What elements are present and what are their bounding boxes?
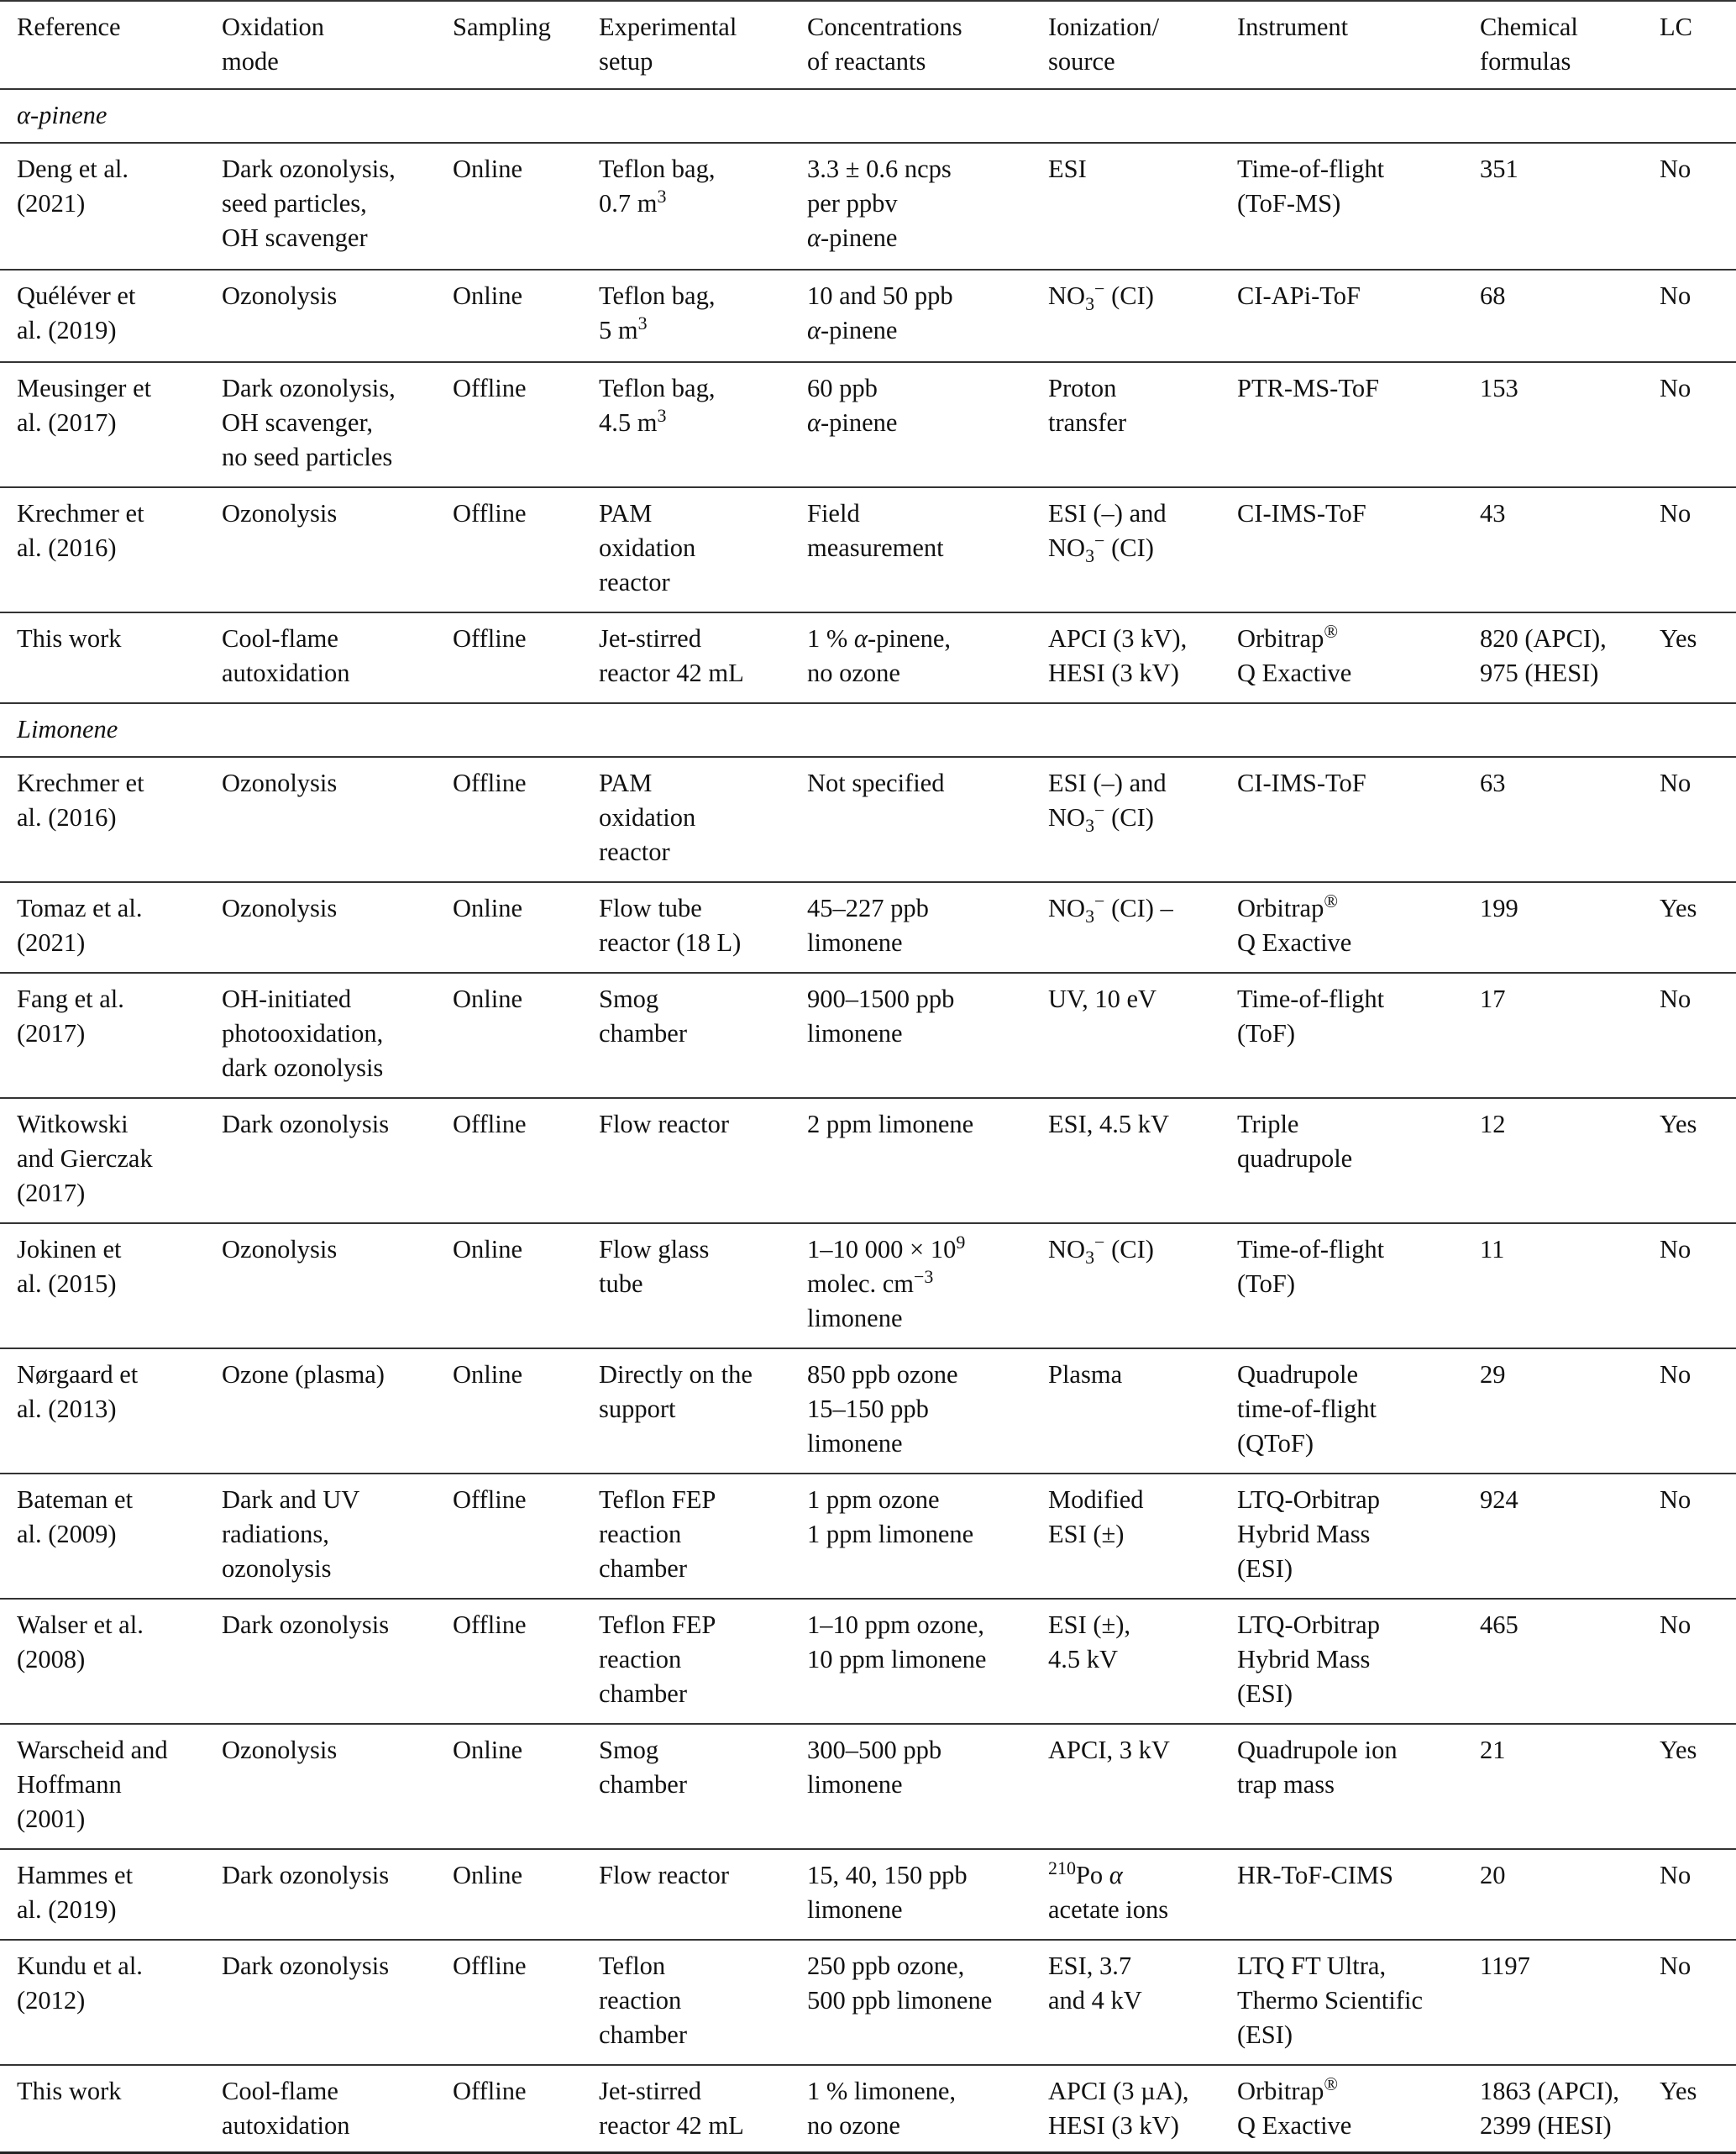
cell-concentrations: 300–500 ppb limonene — [807, 1736, 942, 1799]
cell-concentrations: Field measurement — [807, 499, 944, 562]
cell-ionization: $NO_3^-$ (CI) — [1048, 1231, 1154, 1269]
cell-reference: Bateman et al. (2009) — [17, 1485, 134, 1548]
cell-lc: No — [1660, 1861, 1691, 1889]
table-row — [0, 1098, 1736, 1223]
cell-concentrations: 2 ppm limonene — [807, 1110, 974, 1138]
header-experimental-setup: Experimental setup — [599, 13, 737, 76]
cell-concentrations: 1 % limonene, no ozone — [807, 2077, 957, 2140]
cell-lc: Yes — [1660, 624, 1697, 653]
cell-sampling: Offline — [453, 374, 527, 402]
cell-chemical-formulas: 12 — [1480, 1110, 1506, 1138]
cell-chemical-formulas: 43 — [1480, 499, 1506, 528]
section-row — [0, 703, 1736, 757]
cell-sampling: Online — [453, 281, 523, 310]
cell-concentrations: 45–227 ppb limonene — [807, 894, 929, 957]
table-row — [0, 487, 1736, 612]
header-chemical-formulas: Chemical formulas — [1480, 13, 1578, 76]
header-ionization: Ionization/ source — [1048, 13, 1160, 76]
cell-experimental-setup: Flow reactor — [599, 1861, 729, 1889]
cell-concentrations: 1 ppm ozone 1 ppm limonene — [807, 1485, 974, 1548]
cell-ionization: ESI (–) and $NO_3^-$ (CI) — [1048, 769, 1167, 837]
cell-concentrations: 3.3 ± 0.6 ncps per ppbv α-pinene — [807, 155, 952, 252]
cell-chemical-formulas: 153 — [1480, 374, 1518, 402]
cell-instrument: LTQ FT Ultra, Thermo Scientific (ESI) — [1237, 1952, 1424, 2049]
cell-reference: Deng et al. (2021) — [17, 155, 128, 218]
cell-concentrations: 10 and 50 ppb α-pinene — [807, 281, 953, 344]
cell-sampling: Online — [453, 1736, 523, 1764]
cell-sampling: Offline — [453, 769, 527, 797]
cell-experimental-setup: Smog chamber — [599, 985, 687, 1048]
table-row — [0, 1599, 1736, 1724]
cell-experimental-setup: Jet-stirred reactor 42 mL — [599, 2077, 744, 2140]
table-row — [0, 882, 1736, 973]
cell-sampling: Online — [453, 155, 523, 183]
cell-ionization: $NO_3^-$ (CI) — [1048, 277, 1154, 315]
cell-sampling: Offline — [453, 1610, 527, 1639]
cell-reference: This work — [17, 2077, 122, 2105]
table-row — [0, 1474, 1736, 1599]
table-row — [0, 757, 1736, 882]
cell-ionization: $NO_3^-$ (CI) – — [1048, 890, 1173, 927]
cell-chemical-formulas: 20 — [1480, 1861, 1506, 1889]
cell-chemical-formulas: 351 — [1480, 155, 1518, 183]
table-row — [0, 143, 1736, 270]
table-row — [0, 1724, 1736, 1849]
cell-concentrations: 1–10 ppm ozone, 10 ppm limonene — [807, 1610, 987, 1673]
cell-chemical-formulas: 68 — [1480, 281, 1506, 310]
cell-oxidation-mode: Cool-flame autoxidation — [222, 624, 350, 687]
cell-reference: Witkowski and Gierczak (2017) — [17, 1110, 153, 1207]
cell-lc: No — [1660, 985, 1691, 1013]
cell-oxidation-mode: Cool-flame autoxidation — [222, 2077, 350, 2140]
cell-reference: Jokinen et al. (2015) — [17, 1235, 122, 1298]
cell-ionization: UV, 10 eV — [1048, 985, 1157, 1013]
cell-concentrations: 15, 40, 150 ppb limonene — [807, 1861, 968, 1924]
section-title: α-pinene — [17, 101, 108, 129]
cell-ionization: Modified ESI (±) — [1048, 1485, 1144, 1548]
header-sampling: Sampling — [453, 13, 551, 41]
cell-experimental-setup: Teflon FEP reaction chamber — [599, 1485, 716, 1583]
cell-sampling: Online — [453, 1235, 523, 1264]
cell-lc: No — [1660, 1610, 1691, 1639]
cell-chemical-formulas: 199 — [1480, 894, 1518, 922]
cell-reference: Walser et al. (2008) — [17, 1610, 144, 1673]
cell-lc: No — [1660, 499, 1691, 528]
cell-concentrations: 850 ppb ozone 15–150 ppb limonene — [807, 1360, 958, 1458]
cell-oxidation-mode: Ozonolysis — [222, 769, 338, 797]
cell-chemical-formulas: 29 — [1480, 1360, 1506, 1389]
cell-instrument: HR-ToF-CIMS — [1237, 1861, 1393, 1889]
cell-experimental-setup: Teflon bag, 4.5 $m^3$ — [599, 374, 716, 437]
cell-oxidation-mode: Dark ozonolysis — [222, 1110, 390, 1138]
cell-instrument: CI-IMS-ToF — [1237, 769, 1366, 797]
cell-oxidation-mode: Dark and UV radiations, ozonolysis — [222, 1485, 360, 1583]
cell-lc: No — [1660, 769, 1691, 797]
cell-instrument: Orbitrap® Q Exactive — [1237, 620, 1352, 687]
cell-oxidation-mode: OH-initiated photooxidation, dark ozonolysis — [222, 985, 384, 1082]
cell-chemical-formulas: 1863 (APCI), 2399 (HESI) — [1480, 2077, 1620, 2140]
cell-chemical-formulas: 924 — [1480, 1485, 1518, 1514]
cell-ionization: ESI, 3.7 and 4 kV — [1048, 1952, 1142, 2015]
cell-lc: No — [1660, 1235, 1691, 1264]
cell-lc: Yes — [1660, 1110, 1697, 1138]
cell-instrument: Orbitrap® Q Exactive — [1237, 2073, 1352, 2140]
cell-instrument: Quadrupole time-of-flight (QToF) — [1237, 1360, 1377, 1458]
header-concentrations: Concentrations of reactants — [807, 13, 962, 76]
cell-sampling: Offline — [453, 1110, 527, 1138]
cell-oxidation-mode: Ozonolysis — [222, 894, 338, 922]
table-row — [0, 2065, 1736, 2153]
table-row — [0, 1849, 1736, 1940]
cell-sampling: Online — [453, 1861, 523, 1889]
cell-instrument: LTQ-Orbitrap Hybrid Mass (ESI) — [1237, 1610, 1380, 1708]
cell-chemical-formulas: 820 (APCI), 975 (HESI) — [1480, 624, 1607, 687]
cell-concentrations: 250 ppb ozone, 500 ppb limonene — [807, 1952, 993, 2015]
cell-oxidation-mode: Dark ozonolysis, OH scavenger, no seed particles — [222, 374, 396, 471]
cell-oxidation-mode: Ozonolysis — [222, 1736, 338, 1764]
cell-lc: No — [1660, 374, 1691, 402]
cell-experimental-setup: Teflon bag, 5 $m^3$ — [599, 281, 716, 344]
cell-oxidation-mode: Dark ozonolysis — [222, 1952, 390, 1980]
table-row — [0, 1348, 1736, 1474]
cell-lc: No — [1660, 1485, 1691, 1514]
cell-concentrations: 60 ppb α-pinene — [807, 374, 898, 437]
cell-chemical-formulas: 11 — [1480, 1235, 1505, 1264]
cell-oxidation-mode: Ozonolysis — [222, 499, 338, 528]
cell-sampling: Online — [453, 894, 523, 922]
cell-sampling: Online — [453, 985, 523, 1013]
cell-experimental-setup: Directly on the support — [599, 1360, 753, 1423]
cell-ionization: APCI (3 µA), HESI (3 kV) — [1048, 2077, 1189, 2140]
cell-experimental-setup: Teflon bag, 0.7 $m^3$ — [599, 155, 716, 218]
cell-sampling: Offline — [453, 499, 527, 528]
cell-instrument: LTQ-Orbitrap Hybrid Mass (ESI) — [1237, 1485, 1380, 1583]
cell-sampling: Offline — [453, 1485, 527, 1514]
cell-oxidation-mode: Dark ozonolysis, seed particles, OH scavenger — [222, 155, 396, 252]
cell-oxidation-mode: Dark ozonolysis — [222, 1610, 390, 1639]
cell-reference: This work — [17, 624, 122, 653]
cell-instrument: Quadrupole ion trap mass — [1237, 1736, 1398, 1799]
cell-experimental-setup: Flow reactor — [599, 1110, 729, 1138]
cell-reference: Warscheid and Hoffmann (2001) — [17, 1736, 168, 1833]
cell-ionization: APCI, 3 kV — [1048, 1736, 1170, 1764]
section-title: Limonene — [17, 715, 118, 743]
cell-ionization: ESI (–) and $NO_3^-$ (CI) — [1048, 499, 1167, 567]
table-row — [0, 270, 1736, 362]
table-row — [0, 1940, 1736, 2065]
header-reference: Reference — [17, 13, 121, 41]
cell-ionization: $^{210}$Po α acetate ions — [1048, 1857, 1169, 1924]
cell-reference: Fang et al. (2017) — [17, 985, 124, 1048]
cell-sampling: Offline — [453, 1952, 527, 1980]
cell-oxidation-mode: Ozonolysis — [222, 281, 338, 310]
cell-instrument: Time-of-flight (ToF) — [1237, 1235, 1385, 1298]
cell-instrument: CI-IMS-ToF — [1237, 499, 1366, 528]
cell-reference: Krechmer et al. (2016) — [17, 769, 144, 832]
cell-sampling: Online — [453, 1360, 523, 1389]
cell-experimental-setup: Flow glass tube — [599, 1235, 710, 1298]
cell-concentrations: 900–1500 ppb limonene — [807, 985, 955, 1048]
cell-lc: No — [1660, 1952, 1691, 1980]
cell-ionization: ESI, 4.5 kV — [1048, 1110, 1170, 1138]
cell-instrument: PTR-MS-ToF — [1237, 374, 1380, 402]
table-row — [0, 612, 1736, 703]
cell-reference: Tomaz et al. (2021) — [17, 894, 143, 957]
cell-experimental-setup: PAM oxidation reactor — [599, 769, 696, 866]
cell-oxidation-mode: Dark ozonolysis — [222, 1861, 390, 1889]
header-lc: LC — [1660, 13, 1692, 41]
cell-reference: Quéléver et al. (2019) — [17, 281, 136, 344]
cell-instrument: Time-of-flight (ToF) — [1237, 985, 1385, 1048]
cell-lc: Yes — [1660, 1736, 1697, 1764]
cell-concentrations: 1–10 $000 \times 10^9$ molec. $cm^{-3}$ limonene — [807, 1231, 966, 1332]
cell-chemical-formulas: 63 — [1480, 769, 1506, 797]
cell-experimental-setup: Flow tube reactor (18 L) — [599, 894, 742, 957]
cell-concentrations: 1 % α-pinene, no ozone — [807, 624, 952, 687]
cell-reference: Meusinger et al. (2017) — [17, 374, 152, 437]
cell-lc: No — [1660, 281, 1691, 310]
section-row — [0, 89, 1736, 143]
cell-lc: No — [1660, 155, 1691, 183]
cell-instrument: Triple quadrupole — [1237, 1110, 1353, 1173]
cell-experimental-setup: Smog chamber — [599, 1736, 687, 1799]
header-row — [0, 1, 1736, 89]
table-row — [0, 1223, 1736, 1348]
cell-experimental-setup: PAM oxidation reactor — [599, 499, 696, 596]
header-oxidation-mode: Oxidation mode — [222, 13, 324, 76]
cell-reference: Nørgaard et al. (2013) — [17, 1360, 139, 1423]
table-row — [0, 362, 1736, 487]
cell-ionization: ESI — [1048, 155, 1087, 183]
header-instrument: Instrument — [1237, 13, 1349, 41]
cell-lc: Yes — [1660, 894, 1697, 922]
cell-lc: No — [1660, 1360, 1691, 1389]
cell-chemical-formulas: 21 — [1480, 1736, 1506, 1764]
cell-experimental-setup: Teflon reaction chamber — [599, 1952, 687, 2049]
cell-chemical-formulas: 1197 — [1480, 1952, 1530, 1980]
cell-ionization: Plasma — [1048, 1360, 1123, 1389]
cell-sampling: Offline — [453, 624, 527, 653]
cell-reference: Kundu et al. (2012) — [17, 1952, 143, 2015]
cell-sampling: Offline — [453, 2077, 527, 2105]
table-body — [0, 89, 1736, 2153]
cell-reference: Krechmer et al. (2016) — [17, 499, 144, 562]
cell-reference: Hammes et al. (2019) — [17, 1861, 134, 1924]
cell-ionization: ESI (±), 4.5 kV — [1048, 1610, 1131, 1673]
cell-chemical-formulas: 465 — [1480, 1610, 1518, 1639]
cell-oxidation-mode: Ozone (plasma) — [222, 1360, 385, 1389]
cell-experimental-setup: Jet-stirred reactor 42 mL — [599, 624, 744, 687]
cell-concentrations: Not specified — [807, 769, 945, 797]
cell-experimental-setup: Teflon FEP reaction chamber — [599, 1610, 716, 1708]
cell-instrument: Orbitrap® Q Exactive — [1237, 890, 1352, 957]
cell-ionization: Proton transfer — [1048, 374, 1127, 437]
cell-chemical-formulas: 17 — [1480, 985, 1506, 1013]
cell-oxidation-mode: Ozonolysis — [222, 1235, 338, 1264]
table-row — [0, 973, 1736, 1098]
cell-instrument: CI-APi-ToF — [1237, 281, 1361, 310]
cell-ionization: APCI (3 kV), HESI (3 kV) — [1048, 624, 1188, 687]
cell-instrument: Time-of-flight (ToF-MS) — [1237, 155, 1385, 218]
cell-lc: Yes — [1660, 2077, 1697, 2105]
